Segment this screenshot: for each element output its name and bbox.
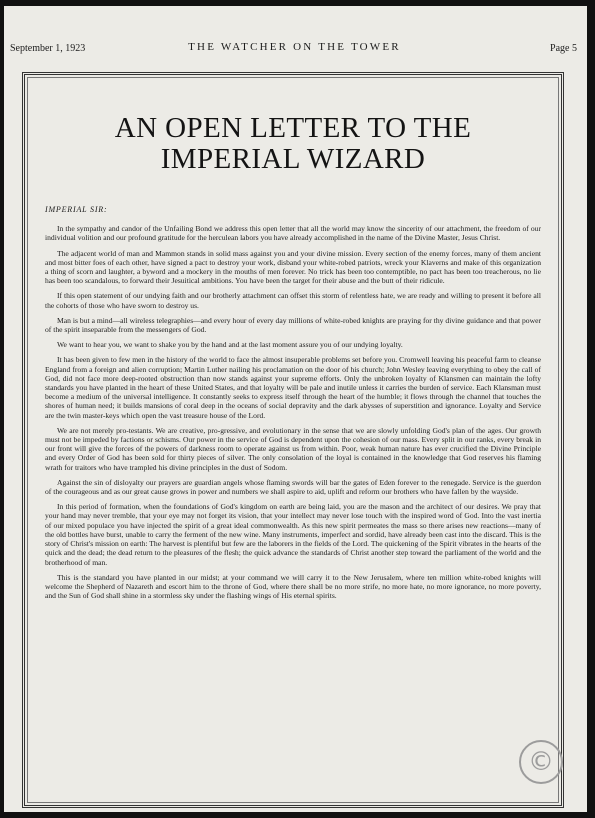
paragraph: It has been given to few men in the history of the world to face the almost insuperable problems set before you. Cromwell leaving his peaceful farm to cleanse England from a foreign and alien corruption; Martin Luther nailing his proclamation on the door of his church; John Wesley leaving everything to obey the call of God, did not face more deep-rooted obstruction than now stands against your supreme efforts. Only the unbroken loyalty of Klansmen can maintain the lofty standards you have planted in the heart of these United States, and that loyalty will be pale and inutile unless it carries the burden of service. Each Klansman must become a medium of the universal intelligence. It constantly seeks to express itself through the heart of the humble; it flows through the channel that touches the shores of human need; it builds mansions of coral deep in the oceans of social depravity and the dark abysses of superstition and ignorance. Loyalty and Service are the twin master-keys which open the vast treasure house of the Lord.	[45, 355, 541, 420]
issue-date: September 1, 1923	[10, 43, 86, 54]
paragraph: Man is but a mind—all wireless telegraphies—and every hour of every day millions of white-robed knights are praying for thy divine guidance and that power of the spirit inseparable from the messengers of God.	[45, 315, 541, 335]
paragraph: In this period of formation, when the foundations of God's kingdom on earth are being laid, you are the mason and the architect of our desires. We pray that your hand may never tremble, that your eye may not forget its vision, that your intellect may never lose touch with the inspired word of God. Into the vast inertia of our mixed populace you have injected the spirit of a great ideal commonwealth. As this new spirit permeates the mass so there arises new reactions—many of the old bottles have burst, unable to carry the ferment of the new wine. Many instruments, imperfect and sordid, have already been cast into the discard. This is the story of Christ's mission on earth: The harvest is plentiful but few are the laborers in the fields of the Lord. The quickening of the Spirit vibrates in the hearts of the quick and the dead; the dead return to the pleasures of the flesh; the quick advance the standards of Christ another step toward the parliament of the world and the brotherhood of man.	[45, 502, 541, 567]
paragraph: Against the sin of disloyalty our prayers are guardian angels whose flaming swords will bar the gates of Eden forever to the renegade. Service is the guerdon of the courageous and as our great cause grows in power and numbers we shall aspire to aid, uplift and reform our brothers who have fallen by the wayside.	[45, 477, 541, 497]
paragraph: We are not merely pro-testants. We are creative, pro-gressive, and evolutionary in the sense that we are slowly unfolding God's plan of the ages. Our growth must not be impeded by factions or schisms. Our power in the service of God is dependent upon the cohesion of our mass. Every split in our ranks, every break in our front will give the forces of the powers of darkness room to operate against us from within. Poor, weak human nature has ever crucified the Divine Principle and every Order of God has been sold for thirty pieces of silver. The only consolation of the loyal is contained in the knowledge that God reserves his flaming wrath for traitors who have trampled his divine principles in the dust of Sodom.	[45, 425, 541, 472]
copyright-seal-icon: ©	[519, 740, 563, 784]
paragraph: If this open statement of our undying faith and our brotherly attachment can offset this storm of relentless hate, we are ready and willing to present it before all the cohorts of those who have sworn to destroy us.	[45, 291, 541, 310]
paragraph: In the sympathy and candor of the Unfailing Bond we address this open letter that all the world may know the sincerity of our attachment, the freedom of our individual volition and our profound gratitude for the herculean labors you have already accomplished in the name of the Divine Master, Jesus Christ.	[45, 224, 541, 243]
paragraph: We want to hear you, we want to shake you by the hand and at the last moment assure you of our undying loyalty.	[57, 340, 403, 350]
publication-title: THE WATCHER ON THE TOWER	[188, 41, 401, 53]
article-border	[22, 72, 564, 808]
paragraph: The adjacent world of man and Mammon stands in solid mass against you and your divine mission. Every section of the enemy forces, many of them ancient and most bitter foes of each other, have signed a pact to destroy your work, disband your white-robed patriots, wreck your Klaverns and make of this organization a thing of scorn and laughter, a byword and a mockery in the mouths of men forever. No trick has been too contemptible, no pact has been too treacherous, no lie has been too scandalous, to forward their Jesuitical ambitions. You have been the target for their abuse and the butt of their ridicule.	[45, 248, 541, 286]
article-headline	[47, 113, 539, 175]
headline-line-2: IMPERIAL WIZARD	[160, 143, 426, 175]
page-number: Page 5	[550, 43, 577, 54]
paragraph: This is the standard you have planted in our midst; at your command we will carry it to the New Jerusalem, where ten million white-robed knights will welcome the Shepherd of Nazareth and escort him to the throne of God, where there shall be no more strife, no more hate, no more ignorance, no more poverty, and the Sun of God shall shine in a stormless sky under the flashing wings of His eternal spirits.	[45, 572, 541, 601]
masthead	[10, 40, 579, 56]
article-body	[45, 205, 541, 606]
headline-line-1: AN OPEN LETTER TO THE	[114, 112, 472, 144]
newspaper-page	[4, 6, 587, 812]
salutation: IMPERIAL SIR:	[45, 205, 108, 214]
